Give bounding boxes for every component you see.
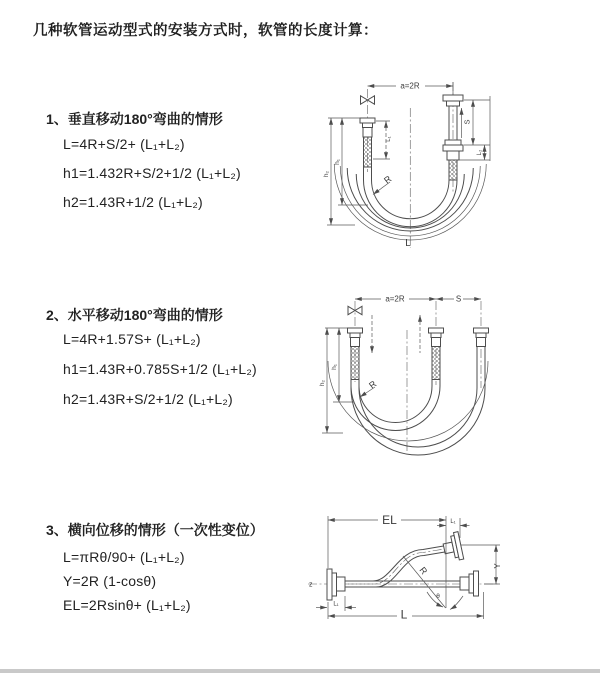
dimension-s — [436, 294, 481, 304]
diagram-vertical-180-bend — [318, 72, 585, 257]
section-3-formula-Y: Y=2R (1-cosθ) — [63, 573, 157, 589]
dim-label-l1-left: L₁ — [333, 601, 339, 608]
section-1-formula-h1: h1=1.432R+S/2+1/2 (L₁+L₂) — [63, 165, 241, 181]
section-1-heading: 1、垂直移动180°弯曲的情形 — [46, 111, 223, 127]
left-pipe-walls — [351, 380, 359, 389]
section-2-formula-h2: h2=1.43R+S/2+1/2 (L₁+L₂) — [63, 391, 233, 407]
dimension-l1-left — [316, 596, 356, 611]
section-3-heading: 3、横向位移的情形（一次性变位） — [46, 522, 264, 538]
left-flange — [327, 569, 345, 600]
dimension-l — [328, 592, 484, 622]
section-2-formula-L: L=4R+1.57S+ (L₁+L₂) — [63, 331, 201, 347]
braided-section-middle — [432, 347, 440, 380]
dimension-a2r — [368, 81, 454, 96]
braided-section-right — [449, 160, 457, 180]
fixed-end-flange — [348, 328, 363, 347]
scan-edge-artifact — [0, 669, 600, 673]
page-title: 几种软管运动型式的安装方式时，软管的长度计算： — [33, 23, 378, 39]
moving-end-flange-pos1 — [429, 328, 444, 347]
angle-label: θ — [436, 593, 440, 600]
moving-end-flange-lower — [443, 140, 463, 160]
section-1-formula-h2: h2=1.43R+1/2 (L₁+L₂) — [63, 194, 203, 210]
section-1-formula-L: L=4R+S/2+ (L₁+L₂) — [63, 136, 185, 152]
angle-theta — [403, 556, 463, 610]
section-3-formula-EL: EL=2Rsinθ+ (L₁+L₂) — [63, 597, 191, 613]
moving-end-flange-pos2 — [474, 328, 489, 347]
radius-label: R — [367, 378, 379, 391]
dimension-h2 — [319, 328, 343, 433]
radius-label: R — [382, 173, 394, 186]
dimension-a2r — [355, 294, 436, 304]
dim-label-l1: L₁ — [386, 136, 392, 142]
dimension-h1 — [328, 118, 368, 205]
left-pipe-walls — [364, 167, 372, 180]
diagram-lateral-displacement — [303, 510, 595, 660]
dim-label-l: L — [400, 607, 408, 622]
section-2-heading: 2、水平移动180°弯曲的情形 — [46, 307, 223, 323]
dim-label-h2: h₂ — [319, 379, 326, 387]
upper-flange — [441, 532, 463, 563]
braided-section-left — [364, 137, 372, 167]
dimension-h1 — [325, 328, 354, 402]
radius-callout — [360, 378, 379, 397]
datum-mark: z — [309, 581, 313, 589]
dim-label-l1-top: L₁ — [450, 519, 456, 525]
dim-label-l2: L₂ — [477, 149, 483, 156]
dimension-h2 — [323, 118, 355, 225]
dim-label-s: S — [455, 294, 462, 304]
radius-callout — [373, 173, 394, 194]
fixed-end-flange — [360, 118, 375, 137]
dim-label-h1: h₁ — [334, 159, 341, 165]
dim-label-el: EL — [382, 513, 397, 527]
moving-end-flange-upper — [443, 95, 463, 106]
section-2-formula-h1: h1=1.43R+0.785S+1/2 (L₁+L₂) — [63, 361, 257, 377]
dim-label-y: Y — [493, 563, 502, 569]
dim-label-a2r: a=2R — [400, 81, 420, 91]
radius-label: R — [417, 565, 430, 577]
right-flange — [460, 571, 479, 596]
dim-label-a2r: a=2R — [385, 294, 405, 304]
dim-label-h1: h₁ — [331, 364, 338, 370]
dimension-l1-top — [437, 518, 470, 538]
diagram-horizontal-180-bend — [313, 285, 590, 465]
section-3-formula-L: L=πRθ/90+ (L₁+L₂) — [63, 549, 185, 565]
dim-label-s: S — [462, 119, 472, 125]
braided-section-left — [351, 347, 359, 380]
dim-label-h2: h₂ — [323, 170, 330, 178]
dimension-l1 — [373, 121, 392, 159]
dimension-l2 — [477, 145, 485, 160]
length-label: L — [405, 238, 411, 249]
